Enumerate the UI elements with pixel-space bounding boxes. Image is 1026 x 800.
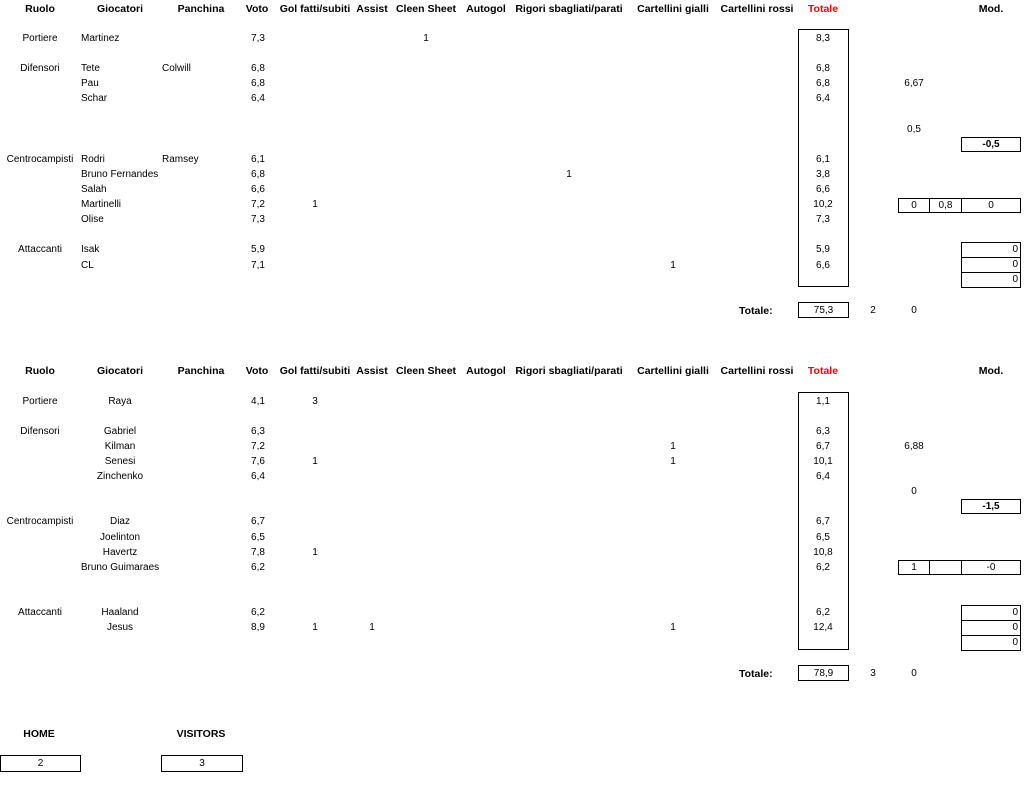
player-name: Isak: [81, 244, 100, 255]
total-label: Totale:: [739, 305, 773, 317]
header-rossi: Cartellini rossi: [720, 365, 794, 377]
player-name: Bruno Guimaraes: [80, 562, 160, 573]
player-voto: 4,1: [251, 396, 265, 407]
player-totale: 6,8: [816, 63, 830, 74]
player-voto: 7,8: [251, 547, 265, 558]
player-totale: 6,3: [816, 426, 830, 437]
mod-cell-2: 0,8: [929, 198, 962, 213]
team-goals: 3: [870, 668, 876, 679]
header-assist: Assist: [356, 365, 388, 377]
player-voto: 6,6: [251, 184, 265, 195]
header-panchina: Panchina: [177, 3, 225, 15]
total-label: Totale:: [739, 668, 773, 680]
role-difensori: Difensori: [20, 63, 60, 74]
player-totale: 1,1: [816, 396, 830, 407]
player-name: Schar: [81, 93, 108, 104]
player-name: Rodri: [81, 154, 105, 165]
header-autogol: Autogol: [466, 365, 506, 377]
role-attaccanti: Attaccanti: [18, 607, 62, 618]
player-voto: 7,2: [251, 199, 265, 210]
player-name: Gabriel: [103, 426, 137, 437]
player-name: Salah: [81, 184, 107, 195]
role-centrocampisti: Centrocampisti: [6, 154, 74, 165]
visitors-label: VISITORS: [176, 728, 226, 740]
team-extra: 0: [911, 668, 917, 679]
player-totale: 6,6: [816, 260, 830, 271]
player-totale: 6,4: [816, 471, 830, 482]
header-ruolo: Ruolo: [25, 3, 55, 15]
player-totale: 8,3: [816, 33, 830, 44]
player-name: Zinchenko: [96, 471, 144, 482]
player-totale: 10,1: [813, 456, 833, 467]
header-autogol: Autogol: [466, 3, 506, 15]
player-voto: 6,5: [251, 532, 265, 543]
player-name: Joelinton: [99, 532, 141, 543]
player-name: Kilman: [104, 441, 136, 452]
player-voto: 7,6: [251, 456, 265, 467]
header-cleen-sheet: Cleen Sheet: [395, 3, 457, 15]
player-voto: 6,4: [251, 93, 265, 104]
player-name: Olise: [81, 214, 104, 225]
team-total: 78,9: [798, 665, 849, 681]
home-score: 2: [0, 755, 81, 772]
header-voto: Voto: [245, 3, 269, 15]
header-mod: Mod.: [978, 3, 1004, 15]
attack-cell-1: 0: [961, 242, 1021, 258]
header-giocatori: Giocatori: [96, 3, 144, 15]
header-cleen-sheet: Cleen Sheet: [395, 365, 457, 377]
player-voto: 6,8: [251, 78, 265, 89]
role-attaccanti: Attaccanti: [18, 244, 62, 255]
player-gol: 1: [312, 456, 318, 467]
attack-cell-1: 0: [961, 605, 1021, 621]
player-totale: 6,5: [816, 532, 830, 543]
header-voto: Voto: [245, 365, 269, 377]
player-rigori: 1: [566, 169, 572, 180]
player-totale: 6,2: [816, 607, 830, 618]
player-totale: 6,7: [816, 441, 830, 452]
mod-cell-1: 1: [898, 560, 930, 575]
player-totale: 6,2: [816, 562, 830, 573]
header-gol: Gol fatti/subiti: [279, 365, 351, 377]
home-label: HOME: [23, 728, 55, 740]
player-name: CL: [81, 260, 94, 271]
header-rossi: Cartellini rossi: [720, 3, 794, 15]
defense-value: 0: [911, 486, 917, 497]
defense-value: 0,5: [907, 124, 921, 135]
player-gialli: 1: [670, 456, 676, 467]
player-assist: 1: [369, 622, 375, 633]
player-gol: 1: [312, 199, 318, 210]
attack-cell-2: 0: [961, 257, 1021, 273]
player-voto: 6,8: [251, 169, 265, 180]
player-name: Pau: [81, 78, 99, 89]
attack-cell-2: 0: [961, 620, 1021, 636]
player-name: Senesi: [104, 456, 136, 467]
player-totale: 7,3: [816, 214, 830, 225]
mod-cell-1: 0: [898, 198, 930, 213]
player-voto: 6,4: [251, 471, 265, 482]
player-voto: 7,1: [251, 260, 265, 271]
header-gol: Gol fatti/subiti: [279, 3, 351, 15]
player-name: Diaz: [109, 516, 131, 527]
team-extra: 0: [911, 305, 917, 316]
header-mod: Mod.: [978, 365, 1004, 377]
player-voto: 5,9: [251, 244, 265, 255]
player-totale: 3,8: [816, 169, 830, 180]
player-gialli: 1: [670, 441, 676, 452]
defense-average: 6,88: [904, 441, 924, 452]
player-bench: Ramsey: [162, 154, 199, 165]
header-assist: Assist: [356, 3, 388, 15]
player-name: Jesus: [106, 622, 134, 633]
player-totale: 6,1: [816, 154, 830, 165]
player-cleen-sheet: 1: [423, 33, 429, 44]
player-gol: 1: [312, 622, 318, 633]
player-name: Bruno Fernandes: [81, 169, 159, 180]
mod-cell-3: -0: [961, 560, 1021, 575]
role-centrocampisti: Centrocampisti: [6, 516, 74, 527]
player-totale: 6,4: [816, 93, 830, 104]
player-voto: 6,8: [251, 63, 265, 74]
header-gialli: Cartellini gialli: [637, 365, 709, 377]
player-name: Raya: [108, 396, 132, 407]
header-totale: Totale: [807, 3, 839, 15]
player-voto: 6,2: [251, 562, 265, 573]
header-ruolo: Ruolo: [25, 365, 55, 377]
role-portiere: Portiere: [22, 396, 58, 407]
header-giocatori: Giocatori: [96, 365, 144, 377]
player-voto: 7,3: [251, 33, 265, 44]
player-totale: 10,2: [813, 199, 833, 210]
player-voto: 7,2: [251, 441, 265, 452]
defense-modifier: -0,5: [961, 137, 1021, 152]
player-bench: Colwill: [162, 63, 191, 74]
player-totale: 6,6: [816, 184, 830, 195]
player-voto: 6,1: [251, 154, 265, 165]
player-totale: 5,9: [816, 244, 830, 255]
header-gialli: Cartellini gialli: [637, 3, 709, 15]
header-rigori: Rigori sbagliati/parati: [515, 3, 623, 15]
mod-cell-2: [929, 560, 962, 575]
player-totale: 12,4: [813, 622, 833, 633]
player-name: Havertz: [102, 547, 138, 558]
player-voto: 6,7: [251, 516, 265, 527]
role-difensori: Difensori: [20, 426, 60, 437]
player-voto: 8,9: [251, 622, 265, 633]
visitors-score: 3: [161, 755, 243, 772]
role-portiere: Portiere: [22, 33, 58, 44]
player-name: Haaland: [101, 607, 139, 618]
player-name: Tete: [81, 63, 100, 74]
team-total: 75,3: [798, 302, 849, 318]
player-voto: 7,3: [251, 214, 265, 225]
mod-cell-3: 0: [961, 198, 1021, 213]
player-name: Martinez: [81, 33, 120, 44]
header-panchina: Panchina: [177, 365, 225, 377]
attack-cell-3: 0: [961, 272, 1021, 288]
player-totale: 10,8: [813, 547, 833, 558]
player-gialli: 1: [670, 260, 676, 271]
attack-cell-3: 0: [961, 635, 1021, 651]
player-voto: 6,2: [251, 607, 265, 618]
player-name: Martinelli: [81, 199, 122, 210]
header-totale: Totale: [807, 365, 839, 377]
player-voto: 6,3: [251, 426, 265, 437]
player-totale: 6,7: [816, 516, 830, 527]
player-totale: 6,8: [816, 78, 830, 89]
header-rigori: Rigori sbagliati/parati: [515, 365, 623, 377]
defense-modifier: -1,5: [961, 499, 1021, 514]
player-gol: 1: [312, 547, 318, 558]
defense-average: 6,67: [904, 78, 924, 89]
player-gol: 3: [312, 396, 318, 407]
player-gialli: 1: [670, 622, 676, 633]
team-goals: 2: [870, 305, 876, 316]
